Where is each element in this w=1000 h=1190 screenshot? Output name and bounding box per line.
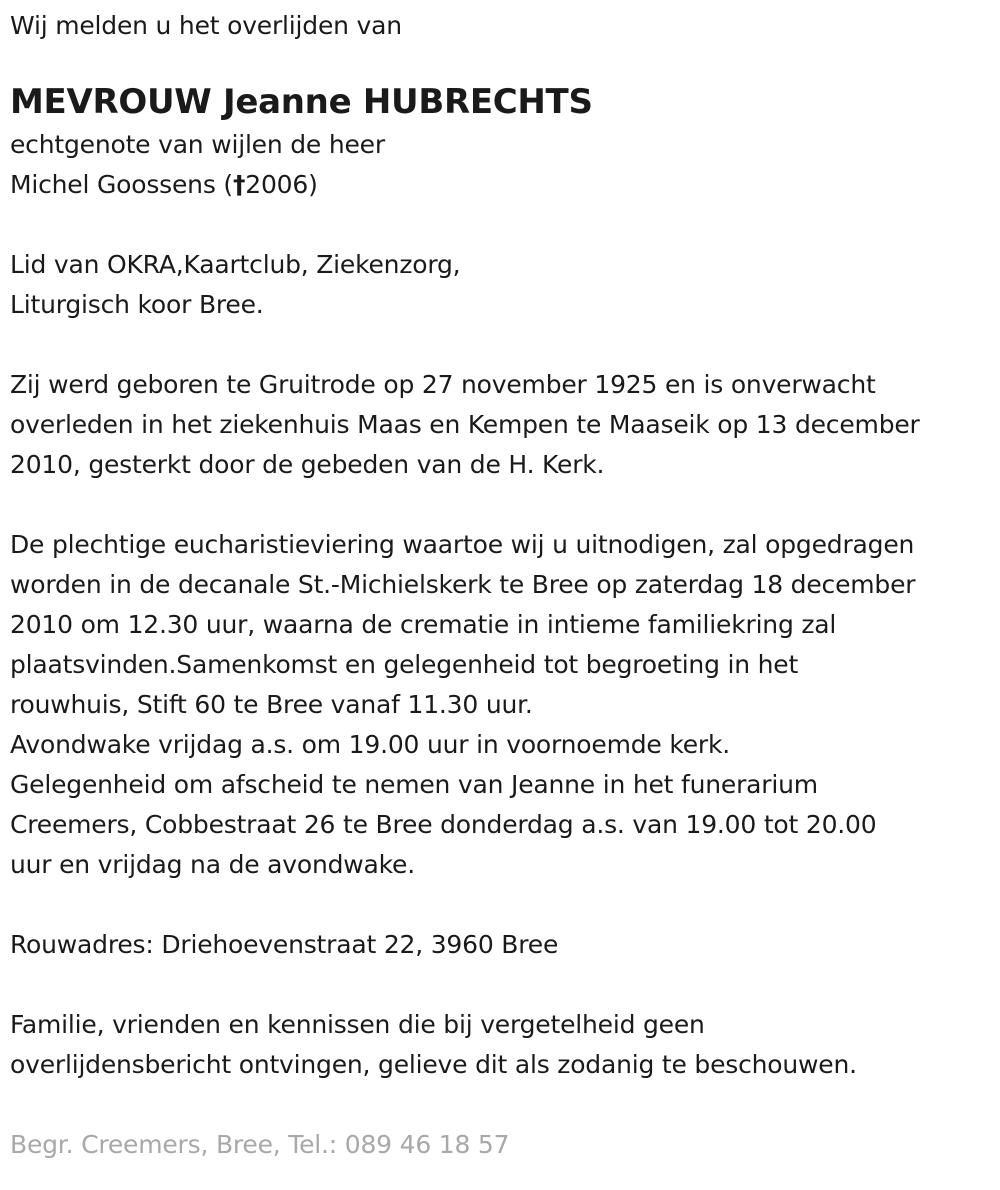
text-line: 2010, gesterkt door de gebeden van de H. Kerk. [10, 450, 605, 479]
cross-icon: † [232, 170, 246, 199]
text-line: Familie, vrienden en kennissen die bij vergetelheid geen [10, 1010, 705, 1039]
memberships-paragraph [10, 245, 995, 325]
spacer [10, 205, 995, 245]
text-line: Gelegenheid om afscheid te nemen van Jeanne in het funerarium [10, 770, 818, 799]
spouse-death-year: 2006) [245, 170, 318, 199]
funeral-director-footer: Begr. Creemers, Bree, Tel.: 089 46 18 57 [10, 1130, 510, 1159]
spacer [10, 885, 995, 925]
spouse-name: Michel Goossens ( [10, 170, 233, 199]
spacer [10, 325, 995, 365]
text-line: plaatsvinden.Samenkomst en gelegenheid tot begroeting in het [10, 650, 799, 679]
text-line: Avondwake vrijdag a.s. om 19.00 uur in voornoemde kerk. [10, 730, 731, 759]
mourning-address: Rouwadres: Driehoevenstraat 22, 3960 Bree [10, 930, 559, 959]
text-line: uur en vrijdag na de avondwake. [10, 850, 415, 879]
text-line: worden in de decanale St.-Michielskerk te Bree op zaterdag 18 december [10, 570, 916, 599]
spacer [10, 485, 995, 525]
ceremony-paragraph [10, 525, 995, 885]
text-line: rouwhuis, Stift 60 te Bree vanaf 11.30 uur. [10, 690, 533, 719]
text-line: 2010 om 12.30 uur, waarna de crematie in intieme familiekring zal [10, 610, 837, 639]
birth-death-paragraph [10, 365, 995, 485]
text-line: Zij werd geboren te Gruitrode op 27 november 1925 en is onverwacht [10, 370, 876, 399]
spouse-relation: echtgenote van wijlen de heer [10, 130, 385, 159]
deceased-name: MEVROUW Jeanne HUBRECHTS [10, 82, 593, 122]
obituary-notice [10, 6, 995, 1165]
text-line: Liturgisch koor Bree. [10, 290, 264, 319]
text-line: Lid van OKRA,Kaartclub, Ziekenzorg, [10, 250, 461, 279]
intro-text: Wij melden u het overlijden van [10, 11, 402, 40]
text-line: overleden in het ziekenhuis Maas en Kempen te Maaseik op 13 december [10, 410, 920, 439]
spacer [10, 965, 995, 1005]
spacer [10, 1085, 995, 1125]
text-line: De plechtige eucharistieviering waartoe wij u uitnodigen, zal opgedragen [10, 530, 915, 559]
text-line: overlijdensbericht ontvingen, gelieve dit als zodanig te beschouwen. [10, 1050, 857, 1079]
text-line: Creemers, Cobbestraat 26 te Bree donderdag a.s. van 19.00 tot 20.00 [10, 810, 877, 839]
spouse-line [10, 165, 995, 205]
closing-paragraph [10, 1005, 995, 1085]
